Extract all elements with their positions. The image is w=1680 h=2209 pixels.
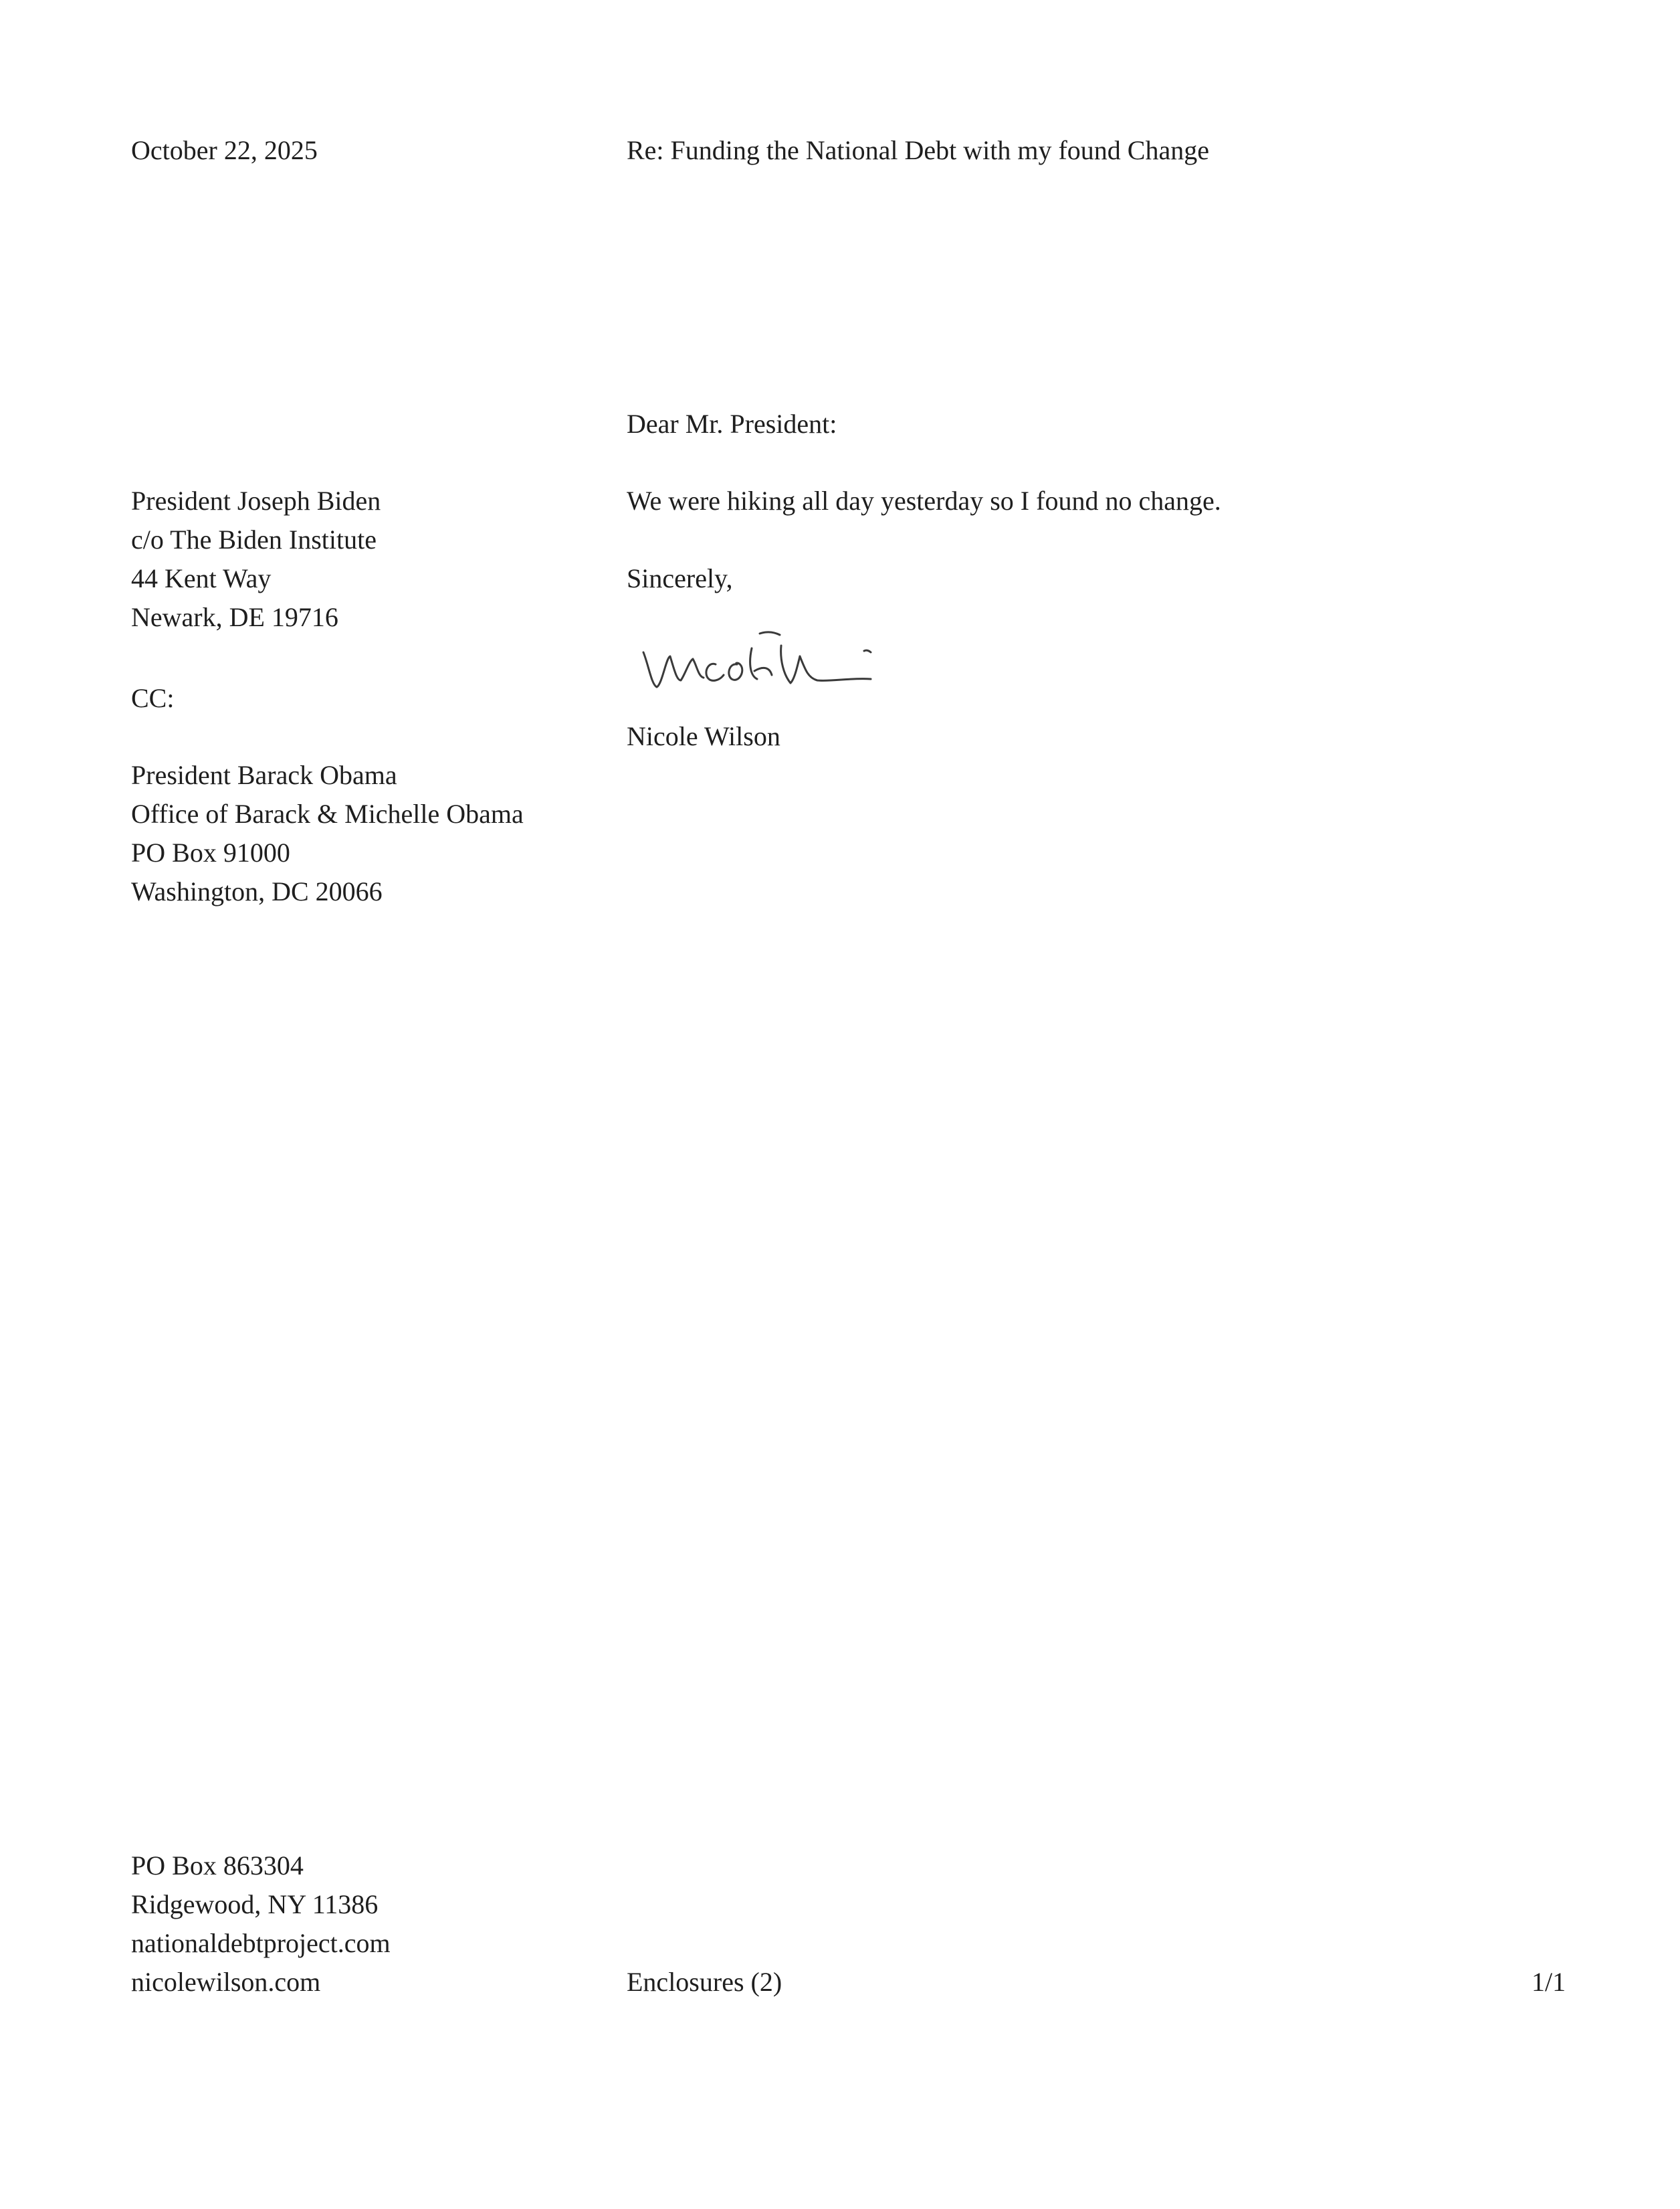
sender-city: Ridgewood, NY 11386 <box>131 1889 379 1919</box>
cc-office: Office of Barack & Michelle Obama <box>131 799 524 829</box>
sender-website-2: nicolewilson.com <box>131 1967 321 1997</box>
cc-label: CC: <box>131 683 175 713</box>
recipient-line-2: c/o The Biden Institute <box>131 524 377 555</box>
letter-subject: Re: Funding the National Debt with my found Change <box>627 135 1209 165</box>
recipient-city: Newark, DE 19716 <box>131 602 338 632</box>
recipient-address <box>131 482 381 637</box>
cc-address <box>131 756 524 911</box>
recipient-name: President Joseph Biden <box>131 486 381 516</box>
signer-name: Nicole Wilson <box>627 721 780 751</box>
cc-city: Washington, DC 20066 <box>131 876 383 906</box>
sender-website-1: nationaldebtproject.com <box>131 1928 391 1958</box>
enclosures-note: Enclosures (2) <box>627 1967 782 1997</box>
cc-name: President Barack Obama <box>131 760 397 790</box>
cc-po-box: PO Box 91000 <box>131 838 290 868</box>
letter-body: We were hiking all day yesterday so I found no change. <box>627 486 1221 516</box>
handwritten-signature <box>637 605 958 699</box>
salutation: Dear Mr. President: <box>627 409 837 439</box>
sender-address <box>131 1846 391 2002</box>
closing: Sincerely, <box>627 563 733 593</box>
recipient-street: 44 Kent Way <box>131 563 272 593</box>
sender-po-box: PO Box 863304 <box>131 1850 304 1881</box>
letter-date: October 22, 2025 <box>131 135 318 165</box>
page-number: 1/1 <box>1532 1967 1566 1997</box>
